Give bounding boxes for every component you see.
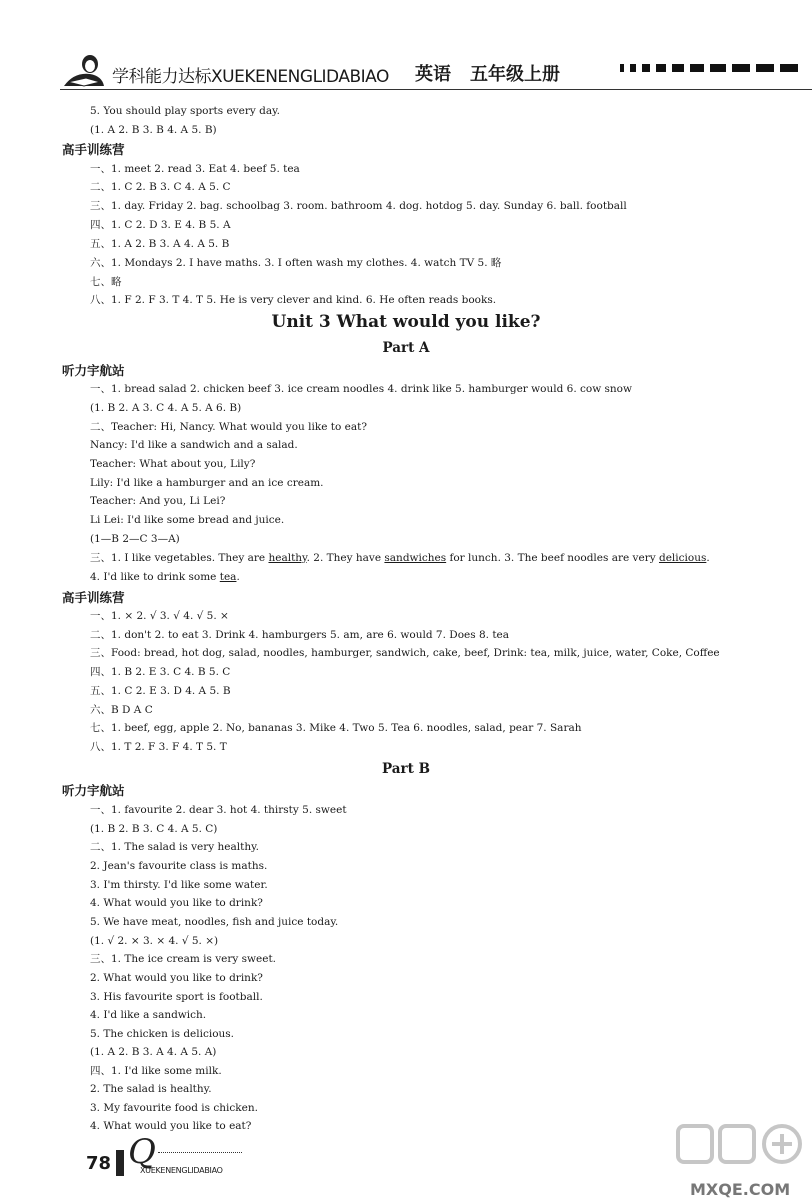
text-fragment: . <box>706 552 710 564</box>
answer-line: 一、1. favourite 2. dear 3. hot 4. thirsty 5. sweet <box>90 804 347 816</box>
answer-line: 八、1. T 2. F 3. F 4. T 5. T <box>90 741 227 753</box>
grade-label: 五年级上册 <box>470 64 560 85</box>
answer-line: 四、1. B 2. E 3. C 4. B 5. C <box>90 666 231 678</box>
answer-line: 2. The salad is healthy. <box>90 1083 212 1095</box>
underlined-answer: sandwiches <box>384 552 447 564</box>
answer-line: 六、B D A C <box>90 704 153 716</box>
answer-line: 二、1. don't 2. to eat 3. Drink 4. hamburgers 5. am, are 6. would 7. Does 8. tea <box>90 629 510 641</box>
answer-line: (1. A 2. B 3. A 4. A 5. A) <box>90 1046 217 1058</box>
answer-line: (1. A 2. B 3. B 4. A 5. B) <box>90 124 217 136</box>
answer-line: 4. I'd like a sandwich. <box>90 1009 207 1021</box>
section-heading-gaoshou: 高手训练营 <box>62 590 125 605</box>
subject-label: 英语 <box>415 64 451 85</box>
answer-line: 4. What would you like to eat? <box>90 1120 252 1132</box>
answer-line: (1. B 2. A 3. C 4. A 5. A 6. B) <box>90 402 242 414</box>
answer-line: 一、1. bread salad 2. chicken beef 3. ice cream noodles 4. drink like 5. hamburger would 6. cow snow <box>90 383 632 395</box>
watermark-text: MXQE.COM <box>690 1180 791 1199</box>
answer-line: Nancy: I'd like a sandwich and a salad. <box>90 439 298 451</box>
answer-line: 4. What would you like to drink? <box>90 897 263 909</box>
page-number: 78 <box>86 1153 112 1174</box>
answer-line: 2. What would you like to drink? <box>90 972 263 984</box>
section-heading-tingli: 听力宇航站 <box>62 363 125 378</box>
answer-line: (1. B 2. B 3. C 4. A 5. C) <box>90 823 218 835</box>
section-heading-tingli: 听力宇航站 <box>62 783 125 798</box>
answer-line: 七、1. beef, egg, apple 2. No, bananas 3. Mike 4. Two 5. Tea 6. noodles, salad, pear 7. Sarah <box>90 722 582 734</box>
answer-line: Lily: I'd like a hamburger and an ice cream. <box>90 477 324 489</box>
part-a-title: Part A <box>382 340 430 356</box>
page-header <box>60 50 812 90</box>
underlined-answer: tea <box>219 571 237 583</box>
underlined-answer: healthy <box>268 552 307 564</box>
underlined-answer: delicious <box>658 552 707 564</box>
answer-line: 四、1. C 2. D 3. E 4. B 5. A <box>90 219 231 231</box>
answer-line: 5. The chicken is delicious. <box>90 1028 235 1040</box>
answer-line: 5. You should play sports every day. <box>90 105 280 117</box>
answer-line: Li Lei: I'd like some bread and juice. <box>90 514 285 526</box>
footer-q-letter: Q <box>128 1132 156 1172</box>
answer-line: Teacher: What about you, Lily? <box>90 458 256 470</box>
part-b-title: Part B <box>382 761 430 777</box>
answer-line: 一、1. × 2. √ 3. √ 4. √ 5. × <box>90 610 229 622</box>
answer-line: 六、1. Mondays 2. I have maths. 3. I often wash my clothes. 4. watch TV 5. 略 <box>90 257 502 269</box>
unit-title: Unit 3 What would you like? <box>271 312 541 332</box>
answer-line: 3. My favourite food is chicken. <box>90 1102 258 1114</box>
text-fragment: for lunch. 3. The beef noodles are very <box>446 552 659 564</box>
section-heading-gaoshou: 高手训练营 <box>62 142 125 157</box>
answer-line: (1. √ 2. × 3. × 4. √ 5. ×) <box>90 935 219 947</box>
answer-line: 八、1. F 2. F 3. T 4. T 5. He is very clever and kind. 6. He often reads books. <box>90 294 497 306</box>
answer-line <box>90 551 710 565</box>
answer-line: 二、1. C 2. B 3. C 4. A 5. C <box>90 181 231 193</box>
answer-line <box>90 570 240 584</box>
answer-line: 五、1. C 2. E 3. D 4. A 5. B <box>90 685 231 697</box>
answer-line: 七、略 <box>90 276 122 288</box>
text-fragment: . 2. They have <box>306 552 385 564</box>
answer-line: 2. Jean's favourite class is maths. <box>90 860 268 872</box>
answer-line: 二、Teacher: Hi, Nancy. What would you like to eat? <box>90 421 367 433</box>
brand-title: 学科能力达标XUEKENENGLIDABIAO <box>112 67 389 87</box>
answer-line: 5. We have meat, noodles, fish and juice today. <box>90 916 339 928</box>
header-dash-decoration <box>620 64 798 72</box>
answer-line: Teacher: And you, Li Lei? <box>90 495 226 507</box>
answer-line: 三、Food: bread, hot dog, salad, noodles, hamburger, sandwich, cake, beef, Drink: tea, milk, juice, water, Coke, Coffee <box>90 647 720 659</box>
header-rule <box>60 89 812 90</box>
answer-line: 五、1. A 2. B 3. A 4. A 5. B <box>90 238 230 250</box>
text-fragment: 三、1. I like vegetables. They are <box>90 552 269 564</box>
answer-line: 三、1. The ice cream is very sweet. <box>90 953 277 965</box>
footer-dotted-rule <box>158 1152 242 1153</box>
text-fragment: . <box>236 571 240 583</box>
answer-line: 3. I'm thirsty. I'd like some water. <box>90 879 268 891</box>
answer-line: 3. His favourite sport is football. <box>90 991 263 1003</box>
student-reading-icon <box>60 52 106 88</box>
answer-line: 一、1. meet 2. read 3. Eat 4. beef 5. tea <box>90 163 300 175</box>
answer-line: (1—B 2—C 3—A) <box>90 533 180 545</box>
text-fragment: 4. I'd like to drink some <box>90 571 220 583</box>
answer-line: 二、1. The salad is very healthy. <box>90 841 259 853</box>
footer-brand: XUEKENENGLIDABIAO <box>140 1166 223 1175</box>
answer-line: 四、1. I'd like some milk. <box>90 1065 222 1077</box>
answer-line: 三、1. day. Friday 2. bag. schoolbag 3. room. bathroom 4. dog. hotdog 5. day. Sunday 6. ball. football <box>90 200 627 212</box>
